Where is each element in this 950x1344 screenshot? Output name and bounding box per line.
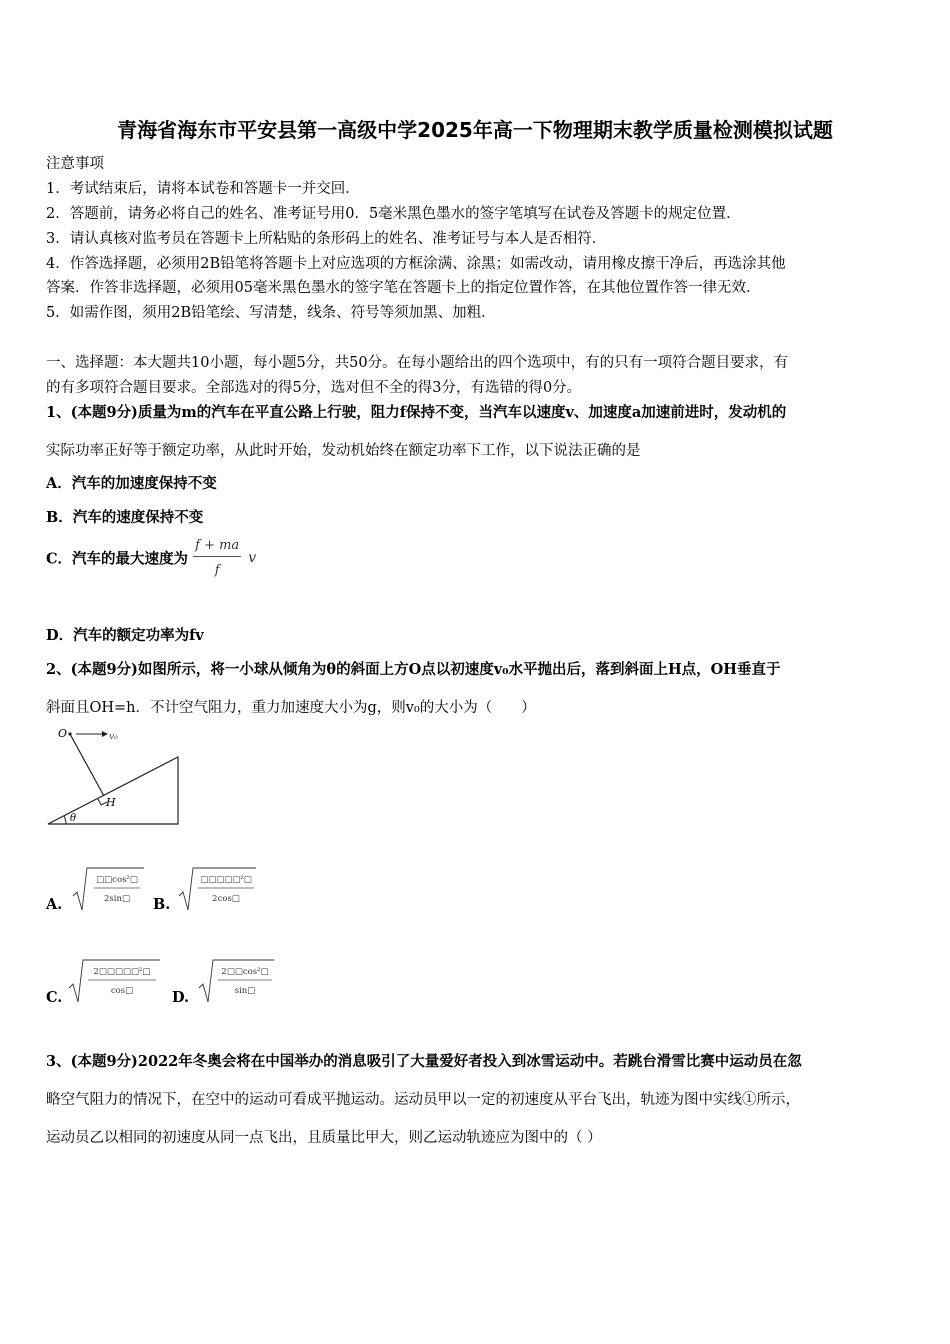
radical-b xyxy=(176,866,258,912)
fraction xyxy=(193,538,241,578)
question-2-stem: 斜面且OH=h．不计空气阻力，重力加速度大小为g，则v₀的大小为（ ） xyxy=(46,700,536,716)
radical-a-denominator: 2sin□ xyxy=(104,894,130,904)
variable-v: v xyxy=(248,550,257,566)
question-2-option-b: B. xyxy=(153,896,171,913)
question-1-option-d: D．汽车的额定功率为fv xyxy=(46,627,204,644)
radical-a xyxy=(70,866,146,912)
oh-perpendicular-line xyxy=(70,734,104,796)
notice-item: 答案．作答非选择题，必须用05毫米黑色墨水的签字笔在答题卡上的指定位置作答，在其他位置作答一律无效． xyxy=(46,280,761,296)
question-1-option-c xyxy=(46,538,256,578)
notice-item: 1．考试结束后，请将本试卷和答题卡一并交回． xyxy=(46,181,360,197)
radical-c-denominator: cos□ xyxy=(110,986,134,996)
radical-d-denominator: sin□ xyxy=(234,986,256,996)
incline-triangle xyxy=(48,757,178,824)
notice-heading: 注意事项 xyxy=(46,156,104,172)
label-v0: v₀ xyxy=(109,732,118,742)
section-instructions: 一、选择题：本大题共10小题，每小题5分，共50分。在每小题给出的四个选项中，有的只有一项符合题目要求，有 xyxy=(46,355,789,371)
label-o: O xyxy=(58,727,68,740)
arrow-head-icon xyxy=(102,731,108,737)
notice-item: 4．作答选择题，必须用2B铅笔将答题卡上对应选项的方框涂满、涂黑；如需改动，请用橡皮擦干净后，再选涂其他 xyxy=(46,256,786,272)
question-2-option-a: A. xyxy=(46,896,63,913)
incline-projectile-figure xyxy=(46,724,186,828)
section-instructions: 的有多项符合题目要求。全部选对的得5分，选对但不全的得3分，有选错的得0分。 xyxy=(46,380,582,396)
notice-item: 5．如需作图，须用2B铅笔绘、写清楚，线条、符号等须加黑、加粗． xyxy=(46,305,496,321)
fraction-numerator: f + ma xyxy=(193,538,241,557)
radical-b-numerator: □□□□□²□ xyxy=(200,875,252,885)
notice-item: 3．请认真核对监考员在答题卡上所粘贴的条形码上的姓名、准考证号与本人是否相符． xyxy=(46,231,607,247)
question-3-stem: 运动员乙以相同的初速度从同一点飞出，且质量比甲大，则乙运动轨迹应为图中的（ ） xyxy=(46,1130,602,1146)
question-1-option-c-label: C．汽车的最大速度为 xyxy=(46,550,189,568)
question-1-option-b: B．汽车的速度保持不变 xyxy=(46,509,204,526)
question-1-option-a: A．汽车的加速度保持不变 xyxy=(46,475,217,492)
question-1-stem: 1、(本题9分)质量为m的汽车在平直公路上行驶，阻力f保持不变，当汽车以速度v、加速度a加速前进时，发动机的 xyxy=(46,404,787,421)
question-1-stem: 实际功率正好等于额定功率，从此时开始，发动机始终在额定功率下工作，以下说法正确的是 xyxy=(46,443,641,459)
label-theta: θ xyxy=(70,813,77,824)
radical-d-numerator: 2□□cos²□ xyxy=(221,967,269,977)
question-2-option-d: D. xyxy=(172,989,190,1006)
radical-d xyxy=(196,958,276,1004)
point-o xyxy=(68,732,71,735)
radical-c-numerator: 2□□□□□²□ xyxy=(93,967,151,977)
radical-b-denominator: 2cos□ xyxy=(212,894,240,904)
label-h: H xyxy=(106,796,116,809)
fraction-denominator: f xyxy=(214,563,220,578)
radical-a-numerator: □□cos²□ xyxy=(96,875,138,885)
question-3-stem: 略空气阻力的情况下，在空中的运动可看成平抛运动。运动员甲以一定的初速度从平台飞出，轨迹为图中实线①所示， xyxy=(46,1092,800,1108)
question-2-option-c: C. xyxy=(46,989,63,1006)
theta-arc xyxy=(64,816,66,824)
page-title: 青海省海东市平安县第一高级中学2025年高一下物理期末教学质量检测模拟试题 xyxy=(117,118,833,142)
question-3-stem: 3、(本题9分)2022年冬奥会将在中国举办的消息吸引了大量爱好者投入到冰雪运动中。若跳台滑雪比赛中运动员在忽 xyxy=(46,1053,802,1070)
question-2-stem: 2、(本题9分)如图所示，将一小球从倾角为θ的斜面上方O点以初速度v₀水平抛出后，落到斜面上H点，OH垂直于 xyxy=(46,661,781,678)
radical-c xyxy=(66,958,162,1004)
notice-item: 2．答题前，请务必将自己的姓名、准考证号用0．5毫米黑色墨水的签字笔填写在试卷及答题卡的规定位置． xyxy=(46,206,741,222)
